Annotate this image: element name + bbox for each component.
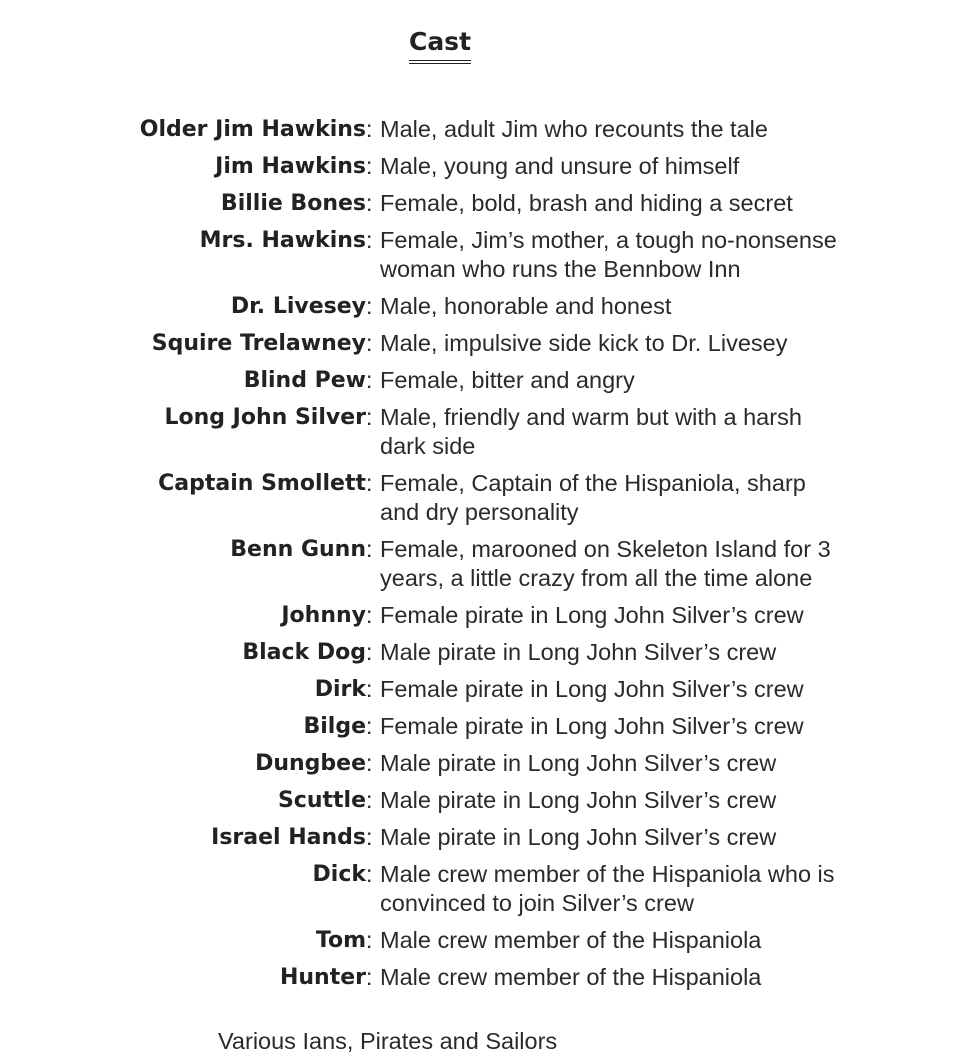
cast-row <box>0 601 974 630</box>
cast-description: Male crew member of the Hispaniola <box>380 964 762 990</box>
cast-name: Dr. Livesey <box>230 294 366 319</box>
cast-name: Scuttle <box>277 788 366 813</box>
cast-description: Male crew member of the Hispaniola who is convinced to join Silver’s crew <box>380 861 835 916</box>
cast-row <box>0 469 974 527</box>
cast-separator: : <box>366 536 373 562</box>
cast-name: Older Jim Hawkins <box>139 117 366 142</box>
cast-name: Dirk <box>314 677 366 702</box>
cast-row <box>0 963 974 992</box>
cast-description: Male, honorable and honest <box>380 293 672 319</box>
cast-description: Male pirate in Long John Silver’s crew <box>380 787 777 813</box>
cast-list <box>0 115 974 1000</box>
cast-description: Male pirate in Long John Silver’s crew <box>380 824 777 850</box>
cast-separator: : <box>366 927 373 953</box>
cast-row <box>0 926 974 955</box>
cast-row <box>0 675 974 704</box>
cast-description: Female pirate in Long John Silver’s crew <box>380 676 804 702</box>
title-container <box>0 26 880 64</box>
cast-separator: : <box>366 330 373 356</box>
cast-description: Female, Captain of the Hispaniola, sharp and dry personality <box>380 470 806 525</box>
cast-description: Male, adult Jim who recounts the tale <box>380 116 768 142</box>
cast-row <box>0 366 974 395</box>
cast-separator: : <box>366 190 373 216</box>
cast-description: Female, bitter and angry <box>380 367 635 393</box>
cast-row <box>0 152 974 181</box>
cast-row <box>0 292 974 321</box>
cast-row <box>0 189 974 218</box>
cast-row <box>0 712 974 741</box>
page-title: Cast <box>409 26 471 64</box>
cast-description: Male pirate in Long John Silver’s crew <box>380 750 777 776</box>
cast-name: Israel Hands <box>211 825 366 850</box>
cast-description: Male, young and unsure of himself <box>380 153 740 179</box>
cast-separator: : <box>366 750 373 776</box>
cast-separator: : <box>366 116 373 142</box>
cast-separator: : <box>366 227 373 253</box>
cast-name: Hunter <box>279 965 366 990</box>
cast-row <box>0 403 974 461</box>
cast-separator: : <box>366 713 373 739</box>
cast-description: Female pirate in Long John Silver’s crew <box>380 602 804 628</box>
cast-name: Blind Pew <box>243 368 366 393</box>
cast-row <box>0 115 974 144</box>
cast-separator: : <box>366 676 373 702</box>
cast-row <box>0 749 974 778</box>
cast-description: Male, impulsive side kick to Dr. Livesey <box>380 330 788 356</box>
cast-separator: : <box>366 470 373 496</box>
cast-description: Female, bold, brash and hiding a secret <box>380 190 793 216</box>
cast-description: Male pirate in Long John Silver’s crew <box>380 639 777 665</box>
cast-separator: : <box>366 404 373 430</box>
cast-name: Long John Silver <box>164 405 366 430</box>
cast-row <box>0 535 974 593</box>
cast-description: Female pirate in Long John Silver’s crew <box>380 713 804 739</box>
cast-row <box>0 226 974 284</box>
cast-description: Female, marooned on Skeleton Island for 3 years, a little crazy from all the time alone <box>380 536 831 591</box>
cast-separator: : <box>366 964 373 990</box>
cast-name: Billie Bones <box>220 191 366 216</box>
cast-name: Black Dog <box>242 640 366 665</box>
cast-name: Tom <box>315 928 366 953</box>
cast-separator: : <box>366 824 373 850</box>
cast-name: Johnny <box>281 603 366 628</box>
cast-name: Bilge <box>303 714 366 739</box>
cast-row <box>0 786 974 815</box>
cast-description: Male crew member of the Hispaniola <box>380 927 762 953</box>
cut-off-line: Various Ians, Pirates and Sailors <box>218 1028 558 1054</box>
cast-name: Dungbee <box>255 751 366 776</box>
cast-name: Jim Hawkins <box>215 154 366 179</box>
cast-separator: : <box>366 861 373 887</box>
cast-row <box>0 823 974 852</box>
cast-name: Benn Gunn <box>230 537 366 562</box>
cast-name: Mrs. Hawkins <box>199 228 366 253</box>
cast-separator: : <box>366 787 373 813</box>
cast-name: Squire Trelawney <box>151 331 366 356</box>
cast-separator: : <box>366 602 373 628</box>
cast-row <box>0 638 974 667</box>
cast-row <box>0 329 974 358</box>
cast-row <box>0 860 974 918</box>
cast-separator: : <box>366 293 373 319</box>
cast-name: Captain Smollett <box>158 471 366 496</box>
cast-separator: : <box>366 639 373 665</box>
cast-separator: : <box>366 367 373 393</box>
cast-description: Female, Jim’s mother, a tough no-nonsense woman who runs the Bennbow Inn <box>380 227 837 282</box>
cast-name: Dick <box>312 862 366 887</box>
cast-separator: : <box>366 153 373 179</box>
cast-description: Male, friendly and warm but with a harsh dark side <box>380 404 802 459</box>
